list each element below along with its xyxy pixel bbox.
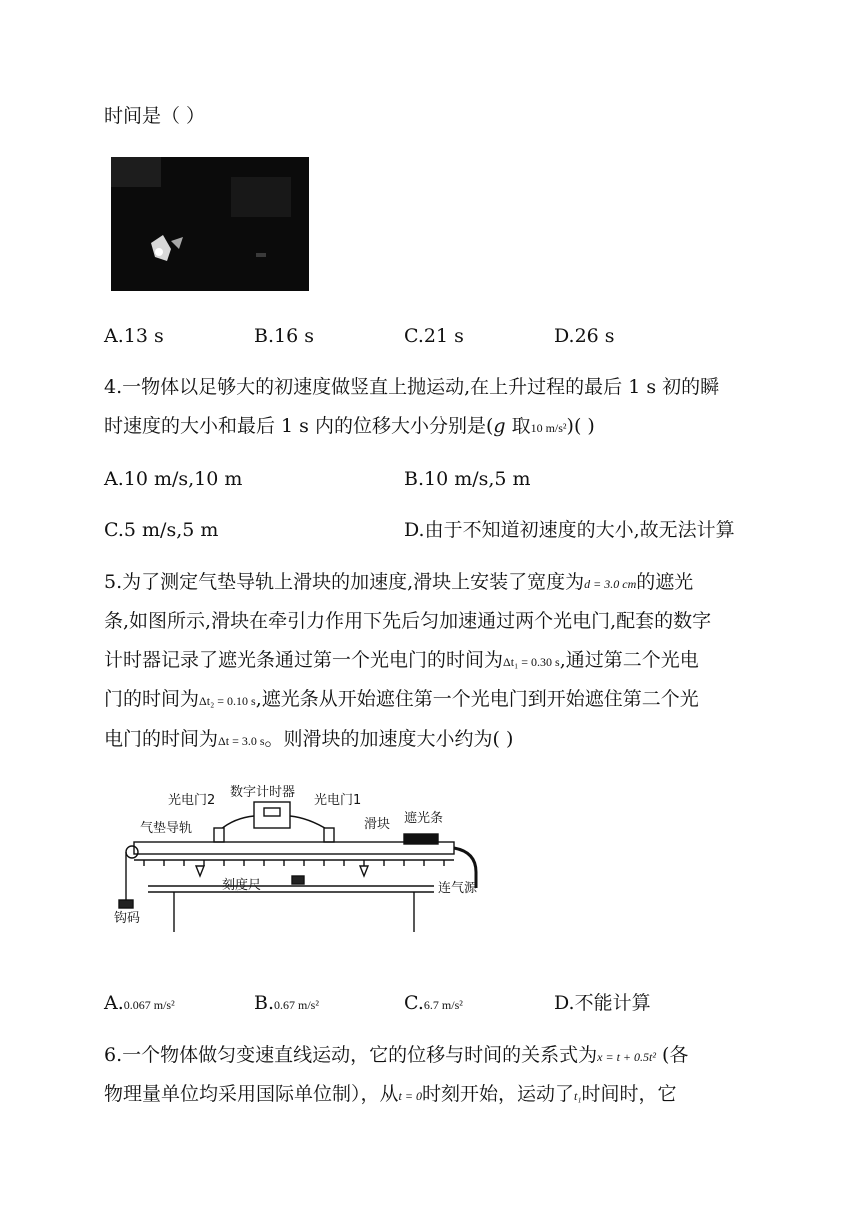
q4-line-2 xyxy=(104,413,595,441)
q4-line-2-a: 时速度的大小和最后 1 s 内的位移大小分别是( xyxy=(104,415,494,437)
label-slider: 滑块 xyxy=(364,817,391,832)
q4-take: 取 xyxy=(505,415,531,437)
q5-option-b xyxy=(254,990,319,1018)
q5-line-5 xyxy=(104,726,513,754)
q5-line-3-b: ,通过第二个光电 xyxy=(559,649,699,671)
q6-line-1-a: 6.一个物体做匀变速直线运动，它的位移与时间的关系式为 xyxy=(104,1044,598,1066)
q5-line-1 xyxy=(104,569,693,597)
q3-option-a: A.13 s xyxy=(104,325,164,347)
q5-line-4 xyxy=(104,686,699,714)
q5-option-a xyxy=(104,990,175,1018)
timer-display xyxy=(264,808,280,816)
q3-option-c: C.21 s xyxy=(404,325,464,347)
label-weight: 钩码 xyxy=(114,911,141,926)
label-shade: 遮光条 xyxy=(404,811,444,826)
q5-line-4-a: 门的时间为 xyxy=(104,688,200,710)
q6-t1: t₁ xyxy=(573,1089,582,1103)
label-gate2: 光电门2 xyxy=(168,793,216,808)
q4-option-c: C.5 m/s,5 m xyxy=(104,519,219,541)
q5-line-3-a: 计时器记录了遮光条通过第一个光电门的时间为 xyxy=(104,649,504,671)
q4-line-1: 4.一物体以足够大的初速度做竖直上抛运动,在上升过程的最后 1 s 初的瞬 xyxy=(104,376,720,398)
q5-option-a-value: 0.067 m/s² xyxy=(123,998,175,1012)
q4-line-2-b: )( ) xyxy=(566,415,595,437)
gate1-body xyxy=(324,828,334,842)
q6-line-2-c: 时间时，它 xyxy=(581,1083,677,1105)
slider-block xyxy=(404,834,438,844)
q5-line-5-b: 。则滑块的加速度大小约为( ) xyxy=(264,728,514,750)
q5-line-4-b: ,遮光条从开始遮住第一个光电门到开始遮住第二个光 xyxy=(255,688,699,710)
label-ruler: 刻度尺 xyxy=(222,878,262,893)
q6-line-1 xyxy=(104,1042,688,1070)
q5-option-c-letter: C. xyxy=(404,992,424,1014)
q3-option-d: D.26 s xyxy=(554,325,615,347)
q4-option-a: A.10 m/s,10 m xyxy=(104,468,243,490)
q5-option-b-letter: B. xyxy=(254,992,275,1014)
q5-option-d xyxy=(554,990,651,1016)
q5-d-expr: d = 3.0 cm xyxy=(584,577,637,591)
q5-option-c xyxy=(404,990,463,1018)
q4-g-symbol: g xyxy=(493,415,506,437)
q6-line-2-b: 时刻开始，运动了 xyxy=(421,1083,574,1105)
q5-dt2-expr: Δt₂ = 0.10 s xyxy=(199,694,256,708)
q3-photo xyxy=(111,157,309,291)
q5-line-3 xyxy=(104,647,699,675)
q6-line-2 xyxy=(104,1081,677,1109)
timer-box xyxy=(254,802,290,828)
q4-option-b: B.10 m/s,5 m xyxy=(404,468,531,490)
q5-line-5-a: 电门的时间为 xyxy=(104,728,219,750)
q4-g-value: 10 m/s² xyxy=(530,421,567,435)
label-rail: 气垫导轨 xyxy=(140,821,193,836)
q5-option-b-value: 0.67 m/s² xyxy=(274,998,319,1012)
label-gate1: 光电门1 xyxy=(314,793,362,808)
q3-tail-text: 时间是（ ） xyxy=(104,105,206,127)
q6-line-1-b: (各 xyxy=(655,1044,689,1066)
q5-dt-expr: Δt = 3.0 s xyxy=(218,734,265,748)
q5-line-2: 条,如图所示,滑块在牵引力作用下先后匀加速通过两个光电门,配套的数字 xyxy=(104,610,712,632)
q3-option-b: B.16 s xyxy=(254,325,314,347)
label-timer: 数字计时器 xyxy=(230,785,296,800)
q6-line-2-a: 物理量单位均采用国际单位制），从 xyxy=(104,1083,399,1105)
hook-weight xyxy=(119,900,133,908)
label-air: 连气源 xyxy=(438,881,478,896)
q4-option-d: D.由于不知道初速度的大小,故无法计算 xyxy=(404,519,735,541)
q5-line-1-b: 的遮光 xyxy=(636,571,694,593)
q5-line-1-a: 5.为了测定气垫导轨上滑块的加速度,滑块上安装了宽度为 xyxy=(104,571,585,593)
q5-apparatus-figure xyxy=(104,772,504,932)
q6-t0: t = 0 xyxy=(398,1089,422,1103)
q5-option-d-letter: D.不能计算 xyxy=(554,992,651,1014)
q6-formula: x = t + 0.5t² xyxy=(597,1050,656,1064)
q5-option-c-value: 6.7 m/s² xyxy=(423,998,463,1012)
gate2-body xyxy=(214,828,224,842)
q5-option-a-letter: A. xyxy=(104,992,124,1014)
q5-dt1-expr: Δt₁ = 0.30 s xyxy=(503,655,560,669)
